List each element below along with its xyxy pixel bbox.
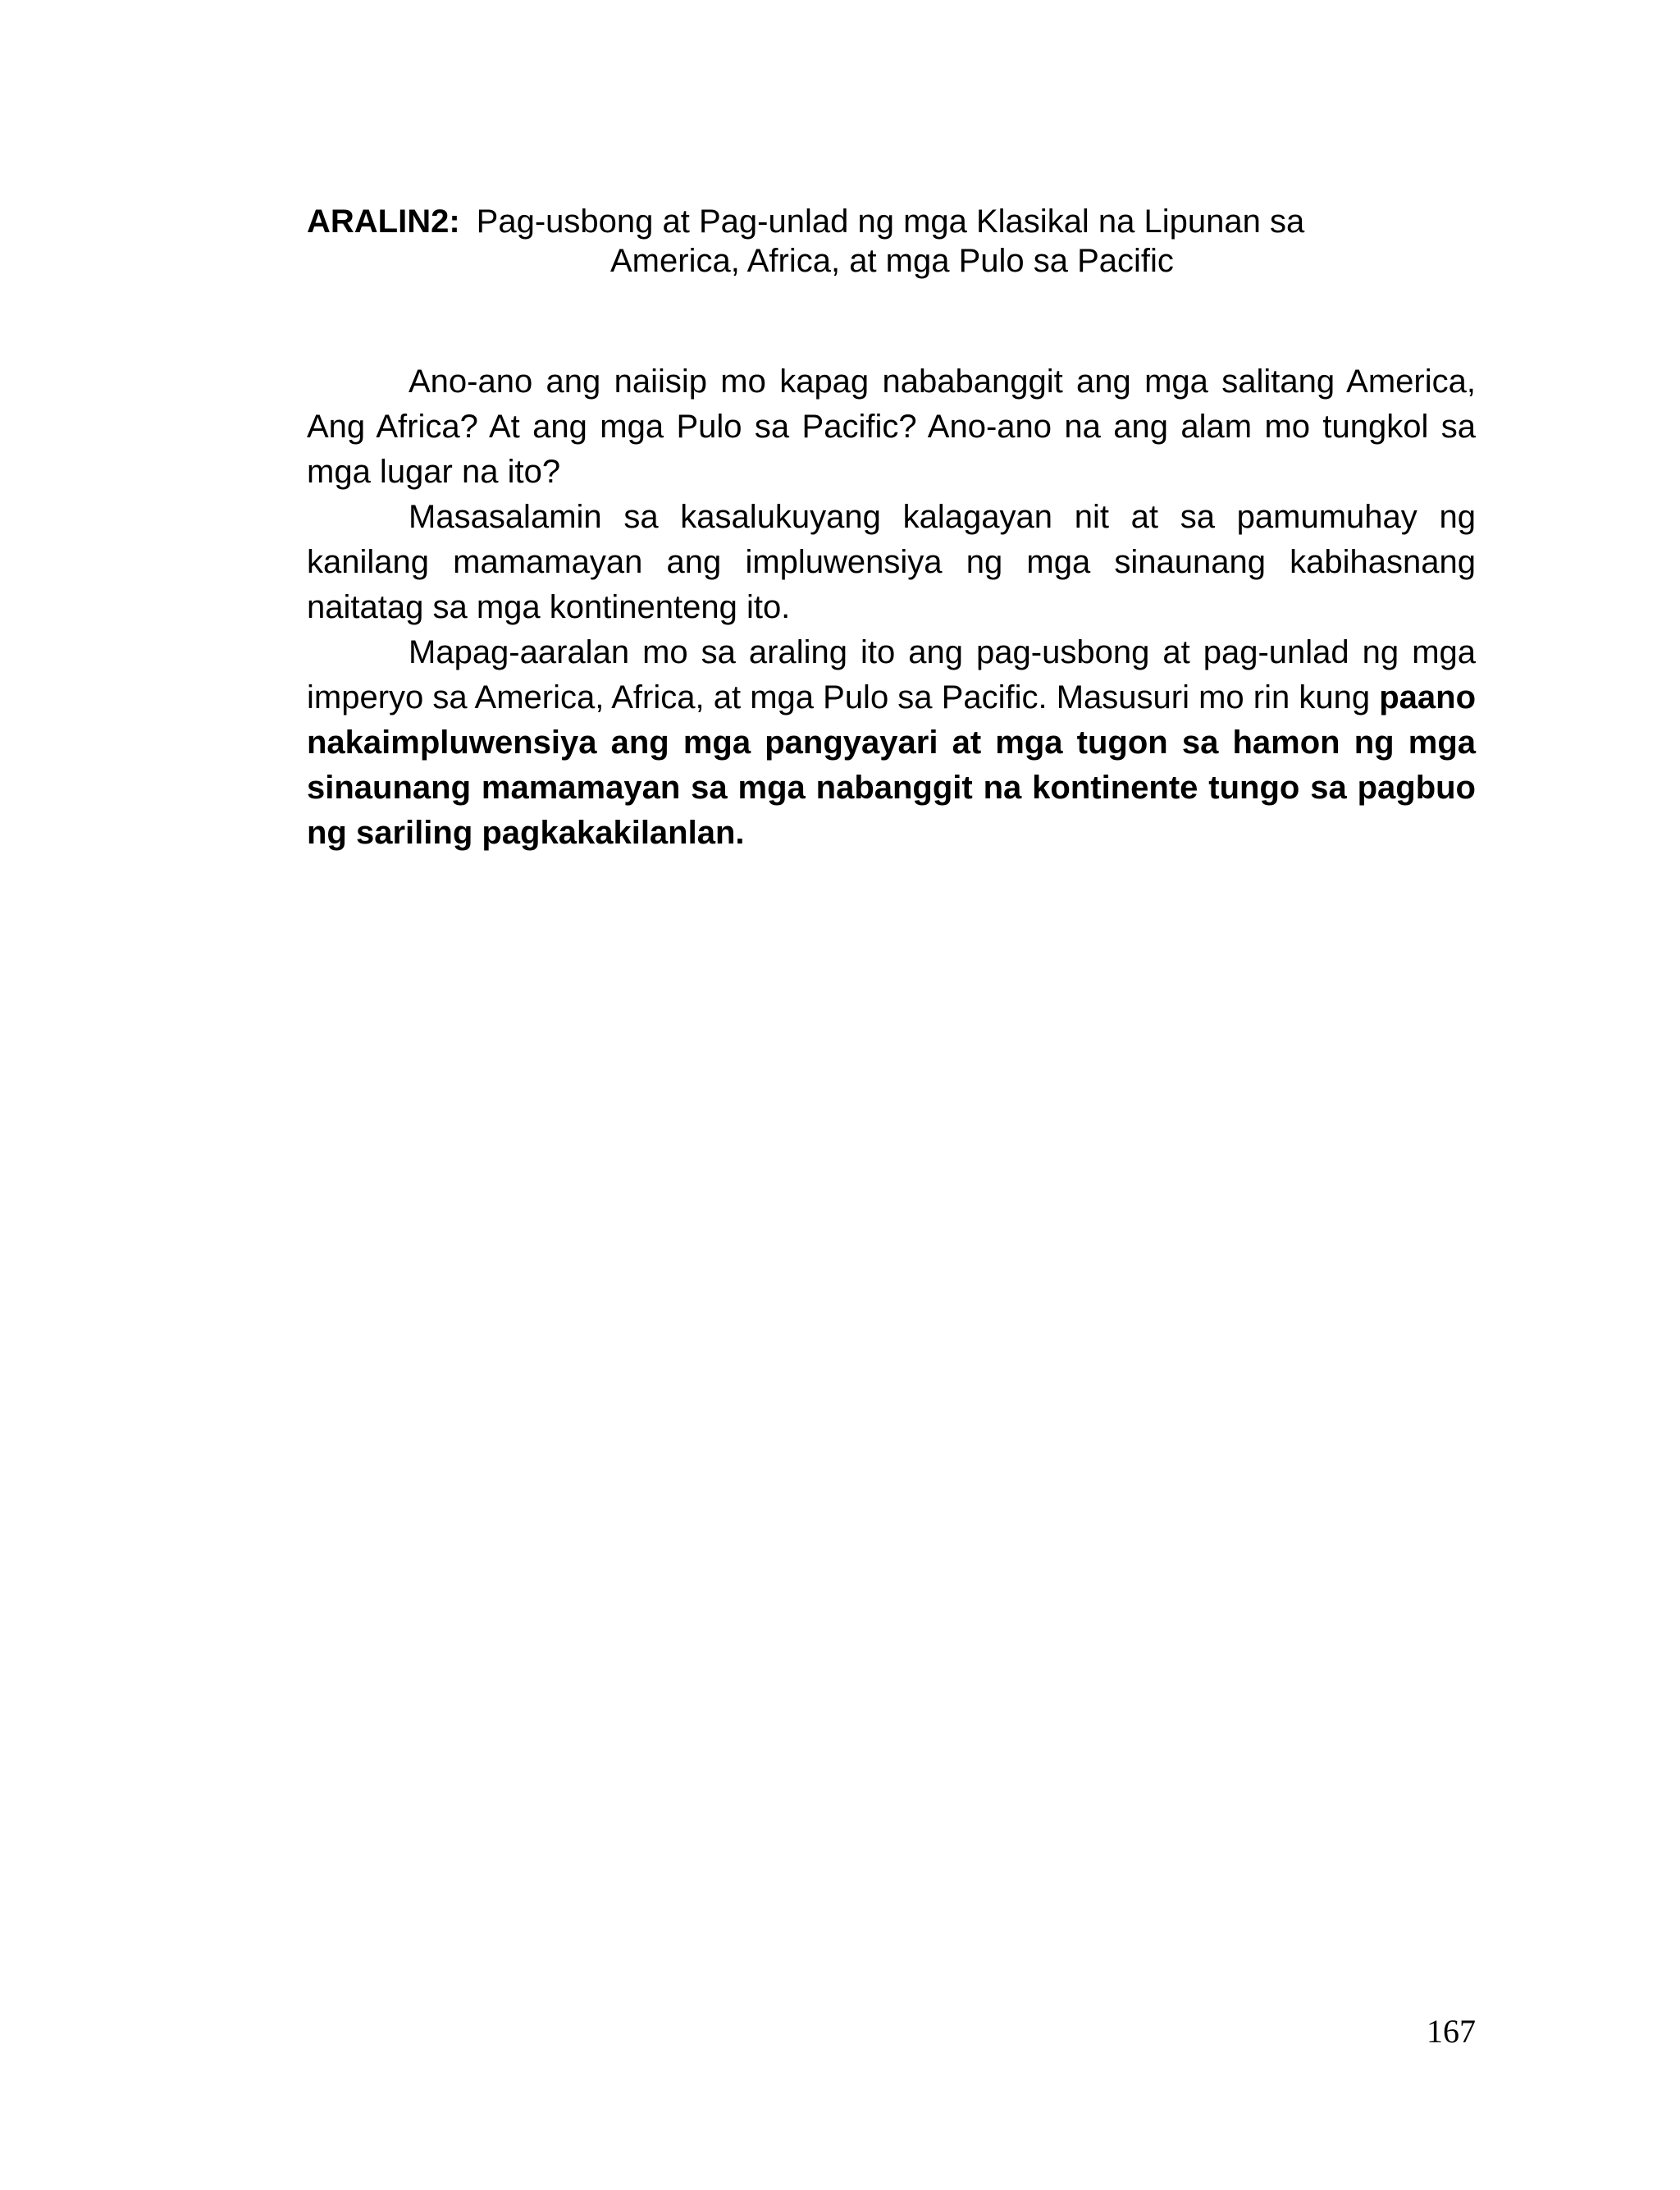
paragraph-3 (307, 630, 1476, 856)
lesson-title-line1: Pag-usbong at Pag-unlad ng mga Klasikal na Lipunan sa (476, 203, 1305, 240)
lesson-title-line2: America, Africa, at mga Pulo sa Pacific (610, 243, 1174, 279)
paragraph-2 (307, 495, 1476, 630)
lesson-heading-line1 (307, 202, 1496, 241)
paragraph-1 (307, 359, 1476, 495)
paragraph-3-text: Mapag-aaralan mo sa araling ito ang pag-usbong at pag-unlad ng mga imperyo sa America, Africa, at mga Pulo sa Pacific. Masusuri mo rin kung (307, 634, 1476, 716)
paragraph-1-text: Ano-ano ang naiisip mo kapag nababanggit ang mga salitang America, Ang Africa? At ang mga Pulo sa Pacific? Ano-ano na ang alam mo tungkol sa mga lugar na ito? (307, 363, 1476, 490)
paragraph-3-bold-text: paano nakaimpluwensiya ang mga pangyayari at mga tugon sa hamon ng mga sinaunang mamamayan sa mga nabanggit na kontinente tungo sa pagbuo ng sariling pagkakakilanlan. (307, 679, 1476, 851)
paragraph-2-text: Masasalamin sa kasalukuyang kalagayan nit at sa pamumuhay ng kanilang mamamayan ang impluwensiya ng mga sinaunang kabihasnang naitatag sa mga kontinenteng ito. (307, 499, 1476, 625)
lesson-heading (307, 202, 1496, 281)
lesson-introduction (307, 359, 1476, 856)
page-number: 167 (1427, 2013, 1476, 2050)
lesson-label: ARALIN2: (307, 203, 460, 240)
